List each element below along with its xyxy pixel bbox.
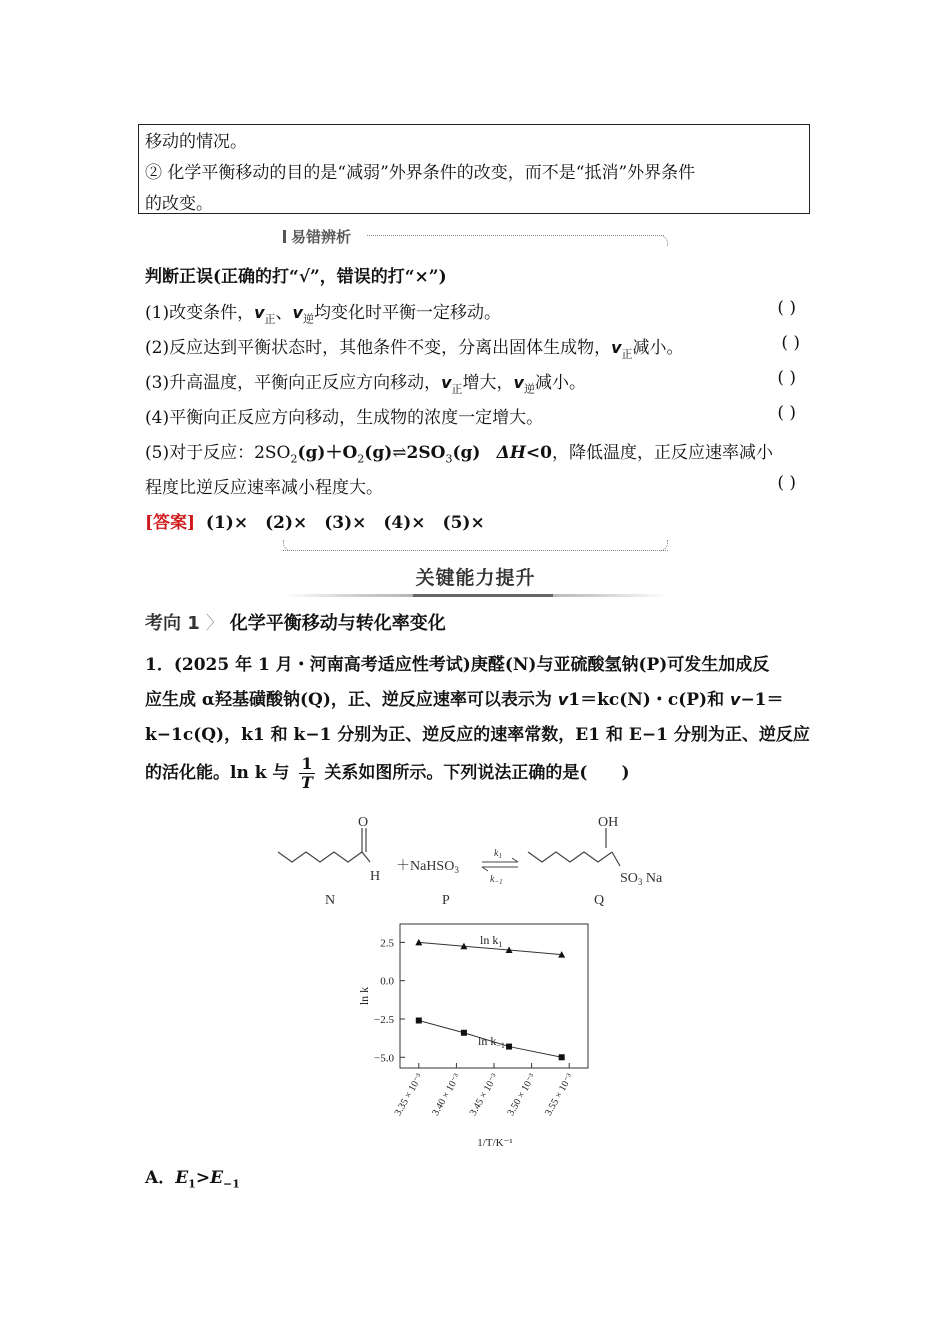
judge-item-4 bbox=[145, 403, 810, 428]
key-ability-label: 关键能力提升 bbox=[415, 567, 536, 589]
subscript: 2 bbox=[290, 452, 298, 466]
item-text: 程度比逆反应速率减小程度大。 bbox=[145, 478, 383, 498]
item-text: (1)改变条件， bbox=[145, 303, 255, 323]
subscript: −1 bbox=[223, 1177, 240, 1191]
energy-symbol: E bbox=[210, 1168, 224, 1188]
hydrogen-label: H bbox=[370, 869, 381, 884]
item-text: (3)升高温度，平衡向正反应方向移动， bbox=[145, 373, 442, 393]
y-tick-label: −2.5 bbox=[374, 1013, 394, 1026]
x-tick-label: 3.35 × 10⁻³ bbox=[392, 1072, 426, 1118]
subscript: 正 bbox=[451, 382, 463, 396]
answer-blank[interactable]: ( ) bbox=[777, 403, 796, 423]
series-label-k1: $\ln k_1$ bbox=[480, 933, 503, 949]
y-tick-label: 0.0 bbox=[380, 975, 394, 988]
subscript: 3 bbox=[445, 452, 453, 466]
formula-part: (g) bbox=[452, 443, 481, 463]
question-line-4 bbox=[145, 755, 810, 792]
item-text: 、 bbox=[275, 303, 293, 323]
k-reverse-label: $k_{-1}$ bbox=[490, 874, 503, 886]
comparison: > bbox=[195, 1168, 211, 1188]
energy-symbol: E bbox=[175, 1168, 189, 1188]
x-axis-label: 1/T/K⁻¹ bbox=[477, 1137, 513, 1149]
reaction-scheme bbox=[270, 810, 690, 910]
item-text: (5)对于反应：2SO bbox=[145, 443, 291, 463]
x-tick-label: 3.40 × 10⁻³ bbox=[430, 1072, 463, 1118]
answer-blank[interactable]: ( ) bbox=[781, 333, 800, 353]
y-tick-label: −5.0 bbox=[374, 1052, 394, 1065]
item-text: 减小。 bbox=[632, 338, 684, 358]
compound-N-label: N bbox=[325, 893, 336, 908]
topic-tag: 考向 1 bbox=[145, 613, 200, 634]
judge-item-1 bbox=[145, 298, 810, 326]
square-point bbox=[559, 1054, 565, 1060]
note-line-1: 移动的情况。 bbox=[145, 132, 247, 152]
velocity-symbol: v bbox=[292, 303, 303, 322]
formula-part: 2SO bbox=[406, 443, 446, 463]
k-forward-label: $k_1$ bbox=[494, 848, 502, 860]
chevron-right-icon: 〉 bbox=[205, 613, 224, 634]
heptanal-structure bbox=[278, 828, 370, 862]
x-tick-label: 3.55 × 10⁻³ bbox=[543, 1072, 576, 1118]
title-underline-accent bbox=[413, 594, 553, 597]
section-header-label: 易错辨析 bbox=[283, 226, 357, 247]
question-text: c(N)・c(P)和 bbox=[608, 690, 730, 710]
subscript: 逆 bbox=[523, 382, 535, 396]
reagent-nahso3: ＋NaHSO$_3$ bbox=[396, 859, 459, 875]
item-text: (4)平衡向正反应方向移动，生成物的浓度一定增大。 bbox=[145, 408, 544, 428]
sulfonate-label: $SO_3$ Na bbox=[620, 871, 663, 887]
velocity-symbol: v bbox=[730, 690, 741, 709]
answer-blank[interactable]: ( ) bbox=[777, 473, 796, 493]
oxygen-label: O bbox=[358, 815, 369, 830]
judge-item-5 bbox=[145, 438, 810, 465]
y-axis-label: ln k bbox=[357, 986, 371, 1006]
judge-item-3 bbox=[145, 368, 810, 396]
topic-heading bbox=[145, 609, 446, 635]
x-tick-label: 3.50 × 10⁻³ bbox=[505, 1072, 539, 1118]
answer-text: (1)× (2)× (3)× (4)× (5)× bbox=[205, 513, 485, 533]
formula-part: <0 bbox=[525, 443, 552, 463]
subscript: 逆 bbox=[302, 312, 314, 326]
velocity-symbol: v bbox=[254, 303, 265, 322]
question-line-1: 1．(2025 年 1 月・河南高考适应性考试)庚醛(N)与亚硫酸氢钠(P)可发生加成反 bbox=[145, 655, 770, 675]
formula-part: (g) bbox=[364, 443, 393, 463]
subscript: 1 bbox=[188, 1177, 196, 1191]
note-line-2: ② 化学平衡移动的目的是“减弱”外界条件的改变，而不是“抵消”外界条件 bbox=[145, 163, 696, 183]
series-label-k-1: $\ln k_{-1}$ bbox=[478, 1034, 505, 1050]
fraction-1-over-T bbox=[299, 755, 314, 792]
square-point bbox=[506, 1044, 512, 1050]
option-label: A． bbox=[145, 1168, 176, 1188]
product-structure bbox=[528, 828, 620, 866]
item-text: 减小。 bbox=[534, 373, 586, 393]
lnk-vs-inverse-T-chart bbox=[350, 918, 610, 1158]
subscript: 正 bbox=[621, 347, 633, 361]
dotted-corner bbox=[659, 235, 668, 246]
hydroxyl-label: OH bbox=[598, 815, 619, 830]
formula-part: (g)＋O bbox=[297, 443, 358, 463]
key-ability-title bbox=[283, 565, 668, 599]
velocity-symbol: v bbox=[611, 338, 622, 357]
compound-Q-label: Q bbox=[594, 893, 605, 908]
question-line-2 bbox=[145, 685, 810, 710]
velocity-symbol: v bbox=[557, 690, 569, 709]
question-text: 的活化能。ln k 与 bbox=[145, 763, 290, 783]
judge-item-5-cont bbox=[145, 473, 810, 498]
question-line-3: k−1c(Q)，k1 和 k−1 分别为正、逆反应的速率常数，E1 和 E−1 分别为正、逆反应 bbox=[145, 725, 810, 745]
velocity-symbol: v bbox=[441, 373, 452, 392]
x-tick-label: 3.45 × 10⁻³ bbox=[467, 1072, 501, 1118]
item-text: ，降低温度，正反应速率减小 bbox=[551, 443, 773, 463]
answer-blank[interactable]: ( ) bbox=[777, 298, 796, 318]
item-text: 均变化时平衡一定移动。 bbox=[313, 303, 501, 323]
item-text: (2)反应达到平衡状态时，其他条件不变，分离出固体生成物， bbox=[145, 338, 612, 358]
fraction-denominator: T bbox=[300, 773, 313, 792]
note-box bbox=[138, 124, 810, 214]
compound-P-label: P bbox=[442, 893, 450, 908]
question-text: 1＝k bbox=[568, 690, 609, 710]
question-text: 关系如图所示。下列说法正确的是( ) bbox=[324, 763, 630, 783]
judge-item-2 bbox=[145, 333, 810, 361]
option-a[interactable] bbox=[145, 1163, 240, 1190]
subscript: 2 bbox=[357, 452, 365, 466]
velocity-symbol: v bbox=[513, 373, 524, 392]
section-header-errors bbox=[283, 227, 668, 245]
answer-blank[interactable]: ( ) bbox=[777, 368, 796, 388]
question-text: 应生成 α羟基磺酸钠(Q)，正、逆反应速率可以表示为 bbox=[145, 690, 558, 710]
question-text: −1＝ bbox=[740, 690, 784, 710]
section-closer bbox=[283, 538, 668, 551]
fraction-numerator: 1 bbox=[301, 754, 313, 773]
dotted-rule bbox=[367, 235, 664, 236]
square-point bbox=[461, 1030, 467, 1036]
equilibrium-arrow: ⇌ bbox=[392, 443, 407, 463]
item-text: 增大， bbox=[462, 373, 514, 393]
judge-intro: 判断正误(正确的打“√”，错误的打“×”) bbox=[145, 267, 447, 287]
enthalpy-symbol: ΔH bbox=[496, 443, 526, 463]
subscript: 正 bbox=[264, 312, 276, 326]
square-point bbox=[416, 1018, 422, 1024]
answer-line bbox=[145, 508, 810, 533]
answer-tag: [答案] bbox=[145, 513, 196, 533]
y-tick-label: 2.5 bbox=[380, 937, 394, 950]
topic-title: 化学平衡移动与转化率变化 bbox=[229, 613, 446, 634]
note-line-3: 的改变。 bbox=[145, 194, 213, 214]
